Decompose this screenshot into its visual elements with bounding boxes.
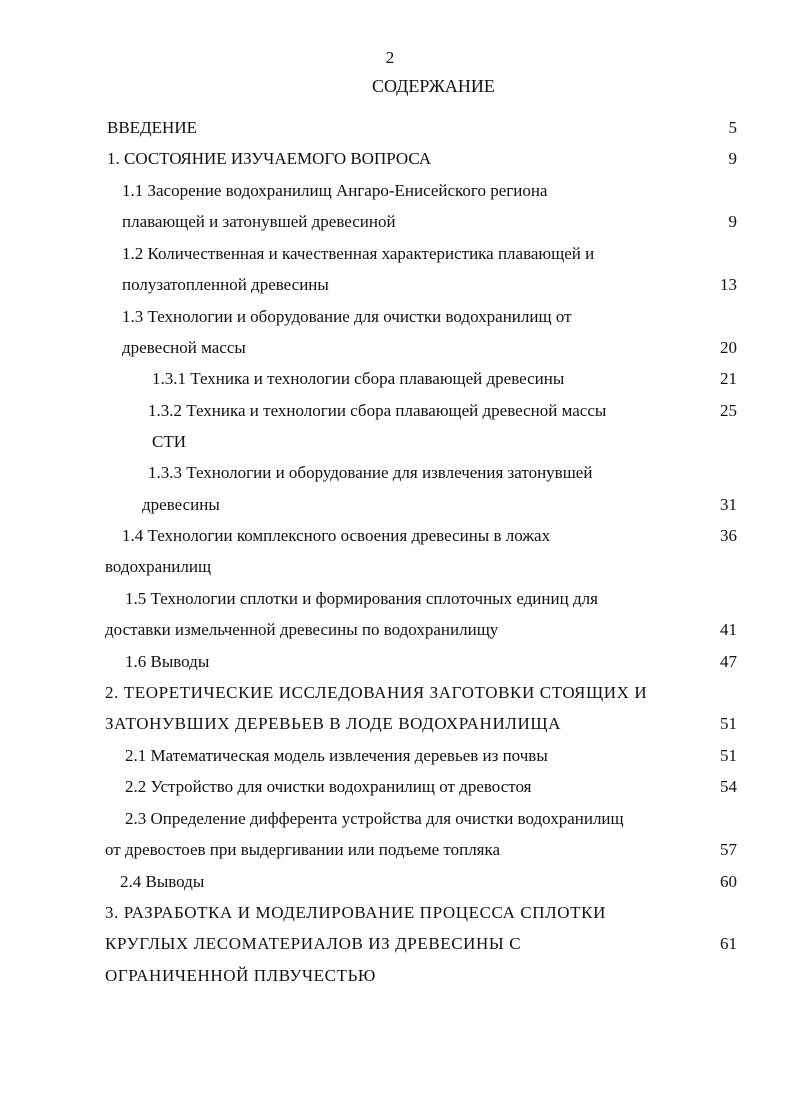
toc-line: 2. ТЕОРЕТИЧЕСКИЕ ИССЛЕДОВАНИЯ ЗАГОТОВКИ СТОЯЩИХ И xyxy=(105,683,648,702)
toc-page-number: 20 xyxy=(720,338,737,357)
toc-page-number: 54 xyxy=(720,777,737,796)
toc-page-number: 9 xyxy=(728,212,737,231)
toc-line: СТИ xyxy=(152,432,186,451)
toc-page-number: 57 xyxy=(720,840,737,859)
toc-line: 2.4 Выводы xyxy=(120,872,205,891)
toc-line: ОГРАНИЧЕННОЙ ПЛВУЧЕСТЬЮ xyxy=(105,966,376,985)
toc-page-number: 47 xyxy=(720,652,737,671)
page-number: 2 xyxy=(385,48,395,67)
toc-page-number: 60 xyxy=(720,872,737,891)
toc-page-number: 36 xyxy=(720,526,737,545)
toc-page-number: 9 xyxy=(728,149,737,168)
toc-page-number: 25 xyxy=(720,401,737,420)
toc-line: 1.3.2 Техника и технологии сбора плавающей древесной массы xyxy=(148,401,607,420)
toc-line: 1.5 Технологии сплотки и формирования сплоточных единиц для xyxy=(125,589,598,608)
toc-line: древесины xyxy=(142,495,220,514)
toc-line: ЗАТОНУВШИХ ДЕРЕВЬЕВ В ЛОДЕ ВОДОХРАНИЛИЩА xyxy=(105,714,561,733)
toc-line: полузатопленной древесины xyxy=(122,275,329,294)
toc-line: доставки измельченной древесины по водохранилищу xyxy=(105,620,499,639)
toc-line: ВВЕДЕНИЕ xyxy=(107,118,197,137)
page-title: СОДЕРЖАНИЕ xyxy=(372,76,495,96)
toc-line: плавающей и затонувшей древесиной xyxy=(122,212,396,231)
toc-page-number: 51 xyxy=(720,746,737,765)
toc-line: КРУГЛЫХ ЛЕСОМАТЕРИАЛОВ ИЗ ДРЕВЕСИНЫ С xyxy=(105,934,522,953)
toc-line: 1.6 Выводы xyxy=(125,652,210,671)
toc-line: древесной массы xyxy=(122,338,246,357)
toc-line: 3. РАЗРАБОТКА И МОДЕЛИРОВАНИЕ ПРОЦЕССА СПЛОТКИ xyxy=(105,903,606,922)
toc-line: 2.2 Устройство для очистки водохранилищ от древостоя xyxy=(125,777,532,796)
toc-page-number: 13 xyxy=(720,275,737,294)
toc-page-number: 51 xyxy=(720,714,737,733)
toc-line: 1.2 Количественная и качественная характеристика плавающей и xyxy=(122,244,595,263)
toc-line: 1. СОСТОЯНИЕ ИЗУЧАЕМОГО ВОПРОСА xyxy=(107,149,432,168)
toc-line: водохранилищ xyxy=(105,557,212,576)
toc-line: от древостоев при выдергивании или подъеме топляка xyxy=(105,840,501,859)
toc-page-number: 21 xyxy=(720,369,737,388)
toc-page-number: 41 xyxy=(720,620,737,639)
toc-page-number: 61 xyxy=(720,934,737,953)
toc-line: 2.3 Определение дифферента устройства для очистки водохранилищ xyxy=(125,809,624,828)
toc-page-number: 5 xyxy=(728,118,737,137)
toc-line: 1.3.3 Технологии и оборудование для извлечения затонувшей xyxy=(148,463,593,482)
toc-line: 1.4 Технологии комплексного освоения древесины в ложах xyxy=(122,526,551,545)
toc-line: 1.3 Технологии и оборудование для очистки водохранилищ от xyxy=(122,307,572,326)
toc-line: 1.1 Засорение водохранилищ Ангаро-Енисейского региона xyxy=(122,181,548,200)
toc-line: 1.3.1 Техника и технологии сбора плавающей древесины xyxy=(152,369,565,388)
toc-line: 2.1 Математическая модель извлечения деревьев из почвы xyxy=(125,746,548,765)
toc-page-number: 31 xyxy=(720,495,737,514)
